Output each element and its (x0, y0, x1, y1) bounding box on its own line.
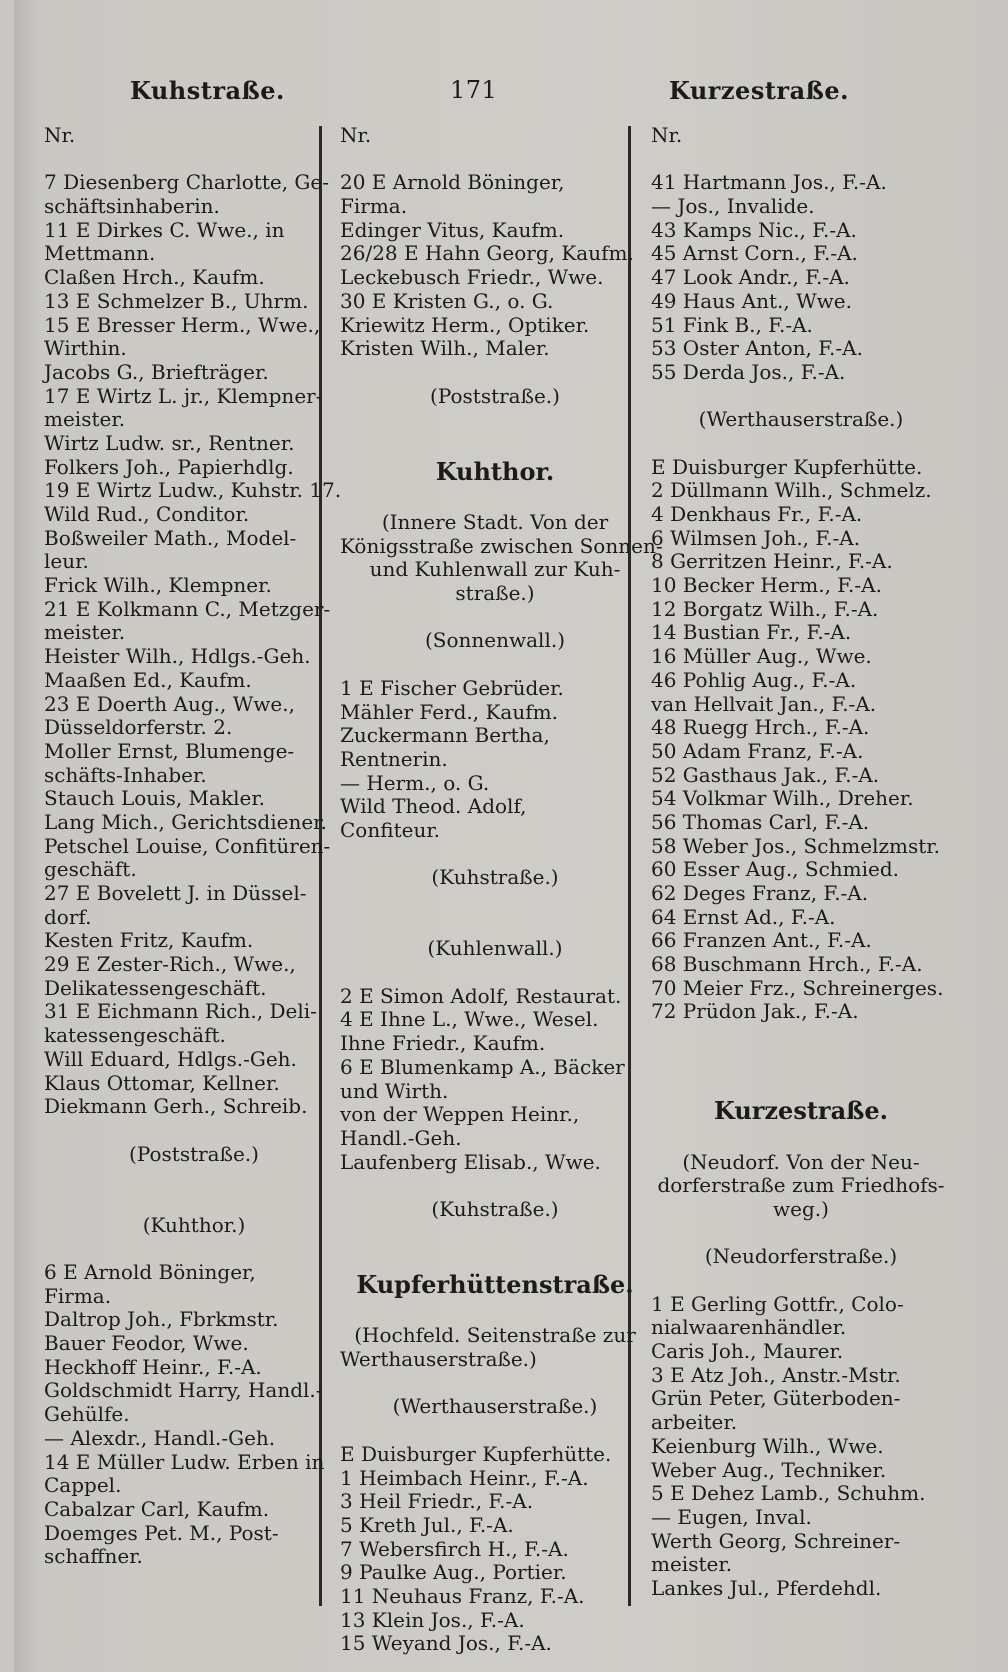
directory-entry: Grün Peter, Güterboden- (651, 1386, 901, 1411)
spacer (44, 1190, 344, 1214)
directory-entry: Bauer Feodor, Wwe. (44, 1331, 249, 1356)
directory-entry: 4 Denkhaus Fr., F.-A. (651, 502, 863, 526)
directory-entry: Lankes Jul., Pferdehdl. (651, 1575, 882, 1600)
directory-entry: 27 E Bovelett J. in Düssel- (44, 881, 307, 905)
directory-entry: 16 Müller Aug., Wwe. (651, 644, 872, 669)
directory-entry: 53 Oster Anton, F.-A. (651, 336, 863, 361)
directory-entry: 55 Derda Jos., F.-A. (651, 359, 846, 384)
directory-entry: Nr. (340, 123, 372, 147)
street-note: weg.) (773, 1196, 829, 1221)
directory-entry: 7 Webersfirch H., F.-A. (340, 1536, 569, 1561)
directory-entry: Wild Rud., Conditor. (44, 502, 250, 526)
spacer (340, 148, 650, 172)
directory-entry: 7 Diesenberg Charlotte, Ge- (44, 170, 329, 195)
street-note: (Werthauserstraße.) (392, 1394, 598, 1419)
street-note: (Neudorf. Von der Neu- (682, 1149, 920, 1174)
spacer (44, 148, 344, 172)
directory-entry: Moller Ernst, Blumenge- (44, 738, 295, 763)
directory-entry: Cappel. (44, 1473, 122, 1498)
directory-entry: nialwaarenhändler. (651, 1315, 847, 1340)
street-note: (Neudorferstraße.) (704, 1244, 898, 1269)
spacer (340, 1301, 650, 1325)
directory-entry: 30 E Kristen G., o. G. (340, 288, 554, 313)
directory-entry: 56 Thomas Carl, F.-A. (651, 809, 870, 834)
directory-entry: 66 Franzen Ant., F.-A. (651, 928, 872, 953)
spacer (340, 361, 650, 385)
street-note: (Innere Stadt. Von der (381, 510, 609, 534)
directory-entry: 14 Bustian Fr., F.-A. (651, 620, 852, 645)
street-note: (Kuhthor.) (142, 1212, 246, 1237)
spacer (340, 408, 650, 432)
directory-entry: Diekmann Gerh., Schreib. (44, 1094, 308, 1119)
directory-entry: 70 Meier Frz., Schreinerges. (651, 975, 944, 1000)
directory-entry: 5 Kreth Jul., F.-A. (340, 1512, 514, 1537)
directory-entry: Confiteur. (340, 817, 441, 842)
directory-entry: 13 E Schmelzer B., Uhrm. (44, 288, 309, 313)
street-note: (Poststraße.) (430, 383, 560, 408)
directory-entry: Kristen Wilh., Maler. (340, 336, 550, 361)
spacer (651, 1222, 951, 1246)
street-note: (Sonnenwall.) (424, 628, 566, 653)
directory-entry: Rentnerin. (340, 746, 448, 771)
directory-entry: Nr. (651, 123, 683, 147)
column-middle (340, 123, 663, 1656)
spacer (340, 432, 650, 456)
spacer (340, 1222, 650, 1246)
directory-entry: E Duisburger Kupferhütte. (651, 454, 923, 479)
directory-entry: schäftsinhaberin. (44, 194, 220, 219)
directory-entry: Weber Aug., Techniker. (651, 1457, 887, 1482)
directory-entry: katessengeschäft. (44, 1023, 226, 1048)
directory-entry: 1 E Fischer Gebrüder. (340, 675, 564, 700)
street-note: (Kuhlenwall.) (427, 936, 563, 961)
directory-entry: Keienburg Wilh., Wwe. (651, 1433, 884, 1458)
directory-entry: 1 Heimbach Heinr., F.-A. (340, 1465, 589, 1490)
spacer (340, 890, 650, 914)
directory-entry: Mettmann. (44, 241, 156, 266)
directory-entry: Delikatessengeschäft. (44, 975, 267, 1000)
spacer (651, 1072, 951, 1096)
directory-entry: Doemges Pet. M., Post- (44, 1520, 279, 1545)
directory-entry: 3 Heil Friedr., F.-A. (340, 1489, 534, 1514)
directory-entry: schaffner. (44, 1544, 143, 1569)
directory-entry: 2 Düllmann Wilh., Schmelz. (651, 478, 932, 503)
directory-entry: Gehülfe. (44, 1402, 130, 1427)
directory-entry: 8 Gerritzen Heinr., F.-A. (651, 549, 893, 574)
directory-entry: Maaßen Ed., Kaufm. (44, 667, 252, 692)
directory-entry: 20 E Arnold Böninger, (340, 170, 565, 195)
page-number: 171 (450, 76, 498, 104)
directory-entry: Folkers Joh., Papierhdlg. (44, 454, 294, 479)
directory-entry: — Herm., o. G. (340, 770, 490, 795)
directory-entry: 46 Pohlig Aug., F.-A. (651, 667, 857, 692)
directory-entry: 6 E Blumenkamp A., Bäcker (340, 1054, 625, 1079)
spacer (651, 1048, 951, 1072)
street-note: straße.) (455, 581, 535, 606)
directory-entry: 14 E Müller Ludw. Erben in (44, 1449, 325, 1474)
directory-entry: 64 Ernst Ad., F.-A. (651, 904, 836, 929)
directory-entry: 2 E Simon Adolf, Restaurat. (340, 983, 622, 1008)
directory-entry: Werth Georg, Schreiner- (651, 1528, 901, 1553)
directory-entry: 31 E Eichmann Rich., Deli- (44, 999, 317, 1024)
directory-entry: von der Weppen Heinr., (340, 1102, 580, 1127)
spacer (340, 653, 650, 677)
directory-entry: 13 Klein Jos., F.-A. (340, 1607, 525, 1632)
directory-entry: Will Eduard, Hdlgs.-Geh. (44, 1046, 297, 1071)
street-heading: Kuhthor. (435, 456, 555, 486)
street-note: (Werthauserstraße.) (698, 407, 904, 432)
directory-entry: arbeiter. (651, 1410, 738, 1435)
street-note: (Kuhstraße.) (431, 1196, 559, 1221)
column-left (44, 124, 344, 1569)
directory-entry: Edinger Vitus, Kaufm. (340, 217, 565, 242)
street-note: (Hochfeld. Seitenstraße zur (354, 1323, 636, 1348)
directory-entry: Wirthin. (44, 336, 127, 361)
spacer (44, 1166, 344, 1190)
directory-entry: 45 Arnst Corn., F.-A. (651, 241, 858, 266)
directory-entry: 15 Weyand Jos., F.-A. (340, 1631, 552, 1656)
directory-entry: Ihne Friedr., Kaufm. (340, 1031, 546, 1056)
directory-entry: Firma. (340, 194, 408, 219)
left-running-head: Kuhstraße. (130, 76, 285, 105)
directory-entry: Firma. (44, 1283, 112, 1308)
book-page (14, 0, 1008, 1672)
directory-entry: 11 E Dirkes C. Wwe., in (44, 217, 285, 242)
spacer (651, 432, 951, 456)
directory-entry: 10 Becker Herm., F.-A. (651, 573, 882, 598)
directory-entry: Königsstraße zwischen Sonnen- (340, 533, 663, 558)
directory-entry: Klaus Ottomar, Kellner. (44, 1070, 280, 1095)
directory-entry: Goldschmidt Harry, Handl.- (44, 1378, 323, 1403)
street-note: (Poststraße.) (129, 1141, 259, 1166)
directory-entry: 4 E Ihne L., Wwe., Wesel. (340, 1007, 599, 1032)
directory-entry: 58 Weber Jos., Schmelzmstr. (651, 833, 941, 858)
directory-entry: Jacobs G., Briefträger. (44, 359, 269, 384)
directory-entry: Wirtz Ludw. sr., Rentner. (44, 430, 295, 455)
directory-entry: 9 Paulke Aug., Portier. (340, 1560, 567, 1585)
street-heading: Kurzestraße. (714, 1096, 888, 1126)
directory-entry: Frick Wilh., Klempner. (44, 573, 272, 598)
spacer (44, 1119, 344, 1143)
spacer (651, 1269, 951, 1293)
directory-entry: Werthauserstraße.) (340, 1347, 537, 1372)
spacer (651, 1024, 951, 1048)
directory-entry: 54 Volkmar Wilh., Dreher. (651, 786, 914, 811)
directory-entry: 19 E Wirtz Ludw., Kuhstr. 17. (44, 478, 342, 503)
directory-entry: 72 Prüdon Jak., F.-A. (651, 999, 859, 1024)
spacer (340, 961, 650, 985)
spacer (340, 1174, 650, 1198)
spacer (340, 1372, 650, 1396)
directory-entry: 15 E Bresser Herm., Wwe., (44, 312, 321, 337)
spacer (651, 385, 951, 409)
directory-entry: 68 Buschmann Hrch., F.-A. (651, 952, 923, 977)
directory-entry: Heckhoff Heinr., F.-A. (44, 1354, 262, 1379)
directory-entry: 60 Esser Aug., Schmied. (651, 857, 900, 882)
directory-entry: 3 E Atz Joh., Anstr.-Mstr. (651, 1362, 901, 1387)
directory-entry: Zuckermann Bertha, (340, 723, 550, 748)
directory-entry: 12 Borgatz Wilh., F.-A. (651, 596, 879, 621)
street-note: (Kuhstraße.) (431, 865, 559, 890)
directory-entry: Handl.-Geh. (340, 1125, 462, 1150)
directory-entry: Mähler Ferd., Kaufm. (340, 699, 558, 724)
directory-entry: meister. (44, 407, 126, 432)
directory-entry: Leckebusch Friedr., Wwe. (340, 265, 604, 290)
directory-entry: Wild Theod. Adolf, (340, 794, 527, 819)
directory-entry: 50 Adam Franz, F.-A. (651, 738, 864, 763)
directory-entry: Lang Mich., Gerichtsdiener. (44, 809, 327, 834)
directory-entry: Düsseldorferstr. 2. (44, 715, 233, 740)
directory-entry: 6 E Arnold Böninger, (44, 1260, 256, 1284)
directory-entry: 21 E Kolkmann C., Metzger- (44, 596, 331, 621)
directory-entry: Heister Wilh., Hdlgs.-Geh. (44, 644, 311, 669)
directory-entry: 49 Haus Ant., Wwe. (651, 288, 852, 313)
directory-entry: Cabalzar Carl, Kaufm. (44, 1496, 270, 1521)
directory-entry: meister. (651, 1552, 733, 1577)
directory-entry: Stauch Louis, Makler. (44, 786, 266, 811)
right-running-head: Kurzestraße. (669, 76, 849, 105)
spacer (340, 606, 650, 630)
directory-entry: Laufenberg Elisab., Wwe. (340, 1149, 601, 1174)
directory-entry: — Alexdr., Handl.-Geh. (44, 1425, 276, 1450)
spacer (651, 148, 951, 172)
spacer (651, 1127, 951, 1151)
directory-entry: Kriewitz Herm., Optiker. (340, 312, 590, 337)
directory-entry: Daltrop Joh., Fbrkmstr. (44, 1307, 279, 1332)
street-heading: Kupferhüttenstraße. (356, 1270, 634, 1299)
directory-entry: Caris Joh., Maurer. (651, 1339, 844, 1364)
directory-entry: 48 Ruegg Hrch., F.-A. (651, 715, 870, 740)
spacer (340, 914, 650, 938)
directory-entry: Petschel Louise, Confitüren- (44, 833, 331, 858)
spacer (340, 487, 650, 511)
directory-entry: und Wirth. (340, 1078, 449, 1103)
street-note: dorferstraße zum Friedhofs- (657, 1173, 945, 1198)
directory-entry: van Hellvait Jan., F.-A. (651, 691, 877, 716)
directory-entry: E Duisburger Kupferhütte. (340, 1441, 612, 1466)
directory-entry: — Eugen, Inval. (651, 1504, 812, 1529)
directory-entry: 62 Deges Franz, F.-A. (651, 881, 869, 905)
directory-entry: schäfts-Inhaber. (44, 762, 207, 787)
spacer (340, 1419, 650, 1443)
directory-entry: Nr. (44, 123, 76, 147)
directory-entry: 29 E Zester-Rich., Wwe., (44, 952, 296, 977)
directory-entry: 52 Gasthaus Jak., F.-A. (651, 762, 880, 787)
spacer (340, 1245, 650, 1269)
directory-entry: Kesten Fritz, Kaufm. (44, 928, 254, 953)
directory-entry: 23 E Doerth Aug., Wwe., (44, 691, 295, 716)
spacer (340, 843, 650, 867)
directory-entry: — Jos., Invalide. (651, 194, 815, 219)
directory-entry: Claßen Hrch., Kaufm. (44, 265, 265, 290)
directory-entry: 17 E Wirtz L. jr., Klempner- (44, 383, 323, 408)
directory-entry: leur. (44, 549, 89, 574)
spacer (44, 1237, 344, 1261)
street-note: und Kuhlenwall zur Kuh- (369, 557, 621, 582)
directory-entry: 43 Kamps Nic., F.-A. (651, 217, 857, 242)
directory-entry: 11 Neuhaus Franz, F.-A. (340, 1583, 585, 1608)
directory-entry: 6 Wilmsen Joh., F.-A. (651, 525, 861, 550)
directory-entry: 26/28 E Hahn Georg, Kaufm. (340, 241, 634, 266)
directory-entry: 41 Hartmann Jos., F.-A. (651, 170, 887, 195)
directory-entry: 51 Fink B., F.-A. (651, 312, 813, 337)
directory-entry: dorf. (44, 904, 92, 929)
directory-entry: 1 E Gerling Gottfr., Colo- (651, 1291, 904, 1316)
directory-entry: 47 Look Andr., F.-A. (651, 265, 850, 290)
directory-entry: geschäft. (44, 857, 137, 882)
directory-entry: Boßweiler Math., Model- (44, 525, 297, 550)
column-right (651, 124, 951, 1601)
directory-entry: meister. (44, 620, 126, 645)
directory-entry: 5 E Dehez Lamb., Schuhm. (651, 1481, 926, 1506)
